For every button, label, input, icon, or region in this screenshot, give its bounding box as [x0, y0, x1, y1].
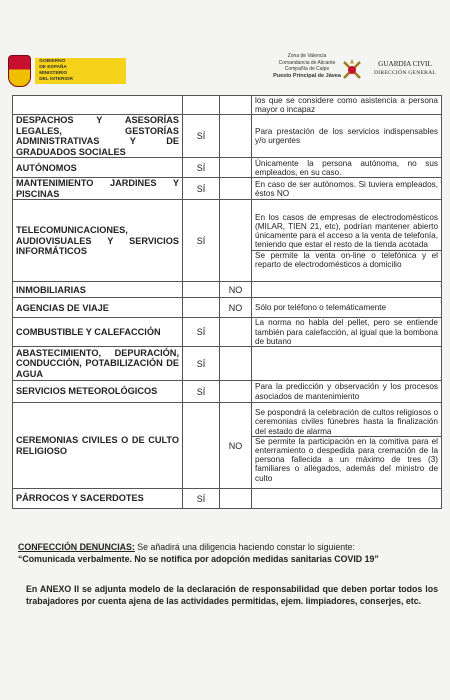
no-cell — [220, 347, 252, 381]
guardia-civil-title — [365, 60, 445, 78]
gobierno-band — [35, 58, 126, 84]
no-cell — [220, 96, 252, 115]
denuncias-text: Se añadirá una diligencia haciendo constar lo siguiente: — [134, 542, 355, 552]
si-cell: SÍ — [183, 318, 220, 347]
table-row — [13, 178, 442, 200]
activities-table — [12, 95, 442, 509]
table-row — [13, 158, 442, 178]
zona-line: Comandancia de Alicante — [278, 59, 336, 66]
si-cell — [183, 403, 220, 489]
denuncias-label: CONFECCIÓN DENUNCIAS: — [18, 542, 135, 552]
no-cell — [220, 318, 252, 347]
coat-of-arms-icon — [8, 55, 31, 87]
table-row — [13, 381, 442, 403]
activity-cell: AGENCIAS DE VIAJE — [13, 298, 183, 318]
si-cell — [183, 282, 220, 298]
observation-text: Se permite la venta on-line o telefónica y el reparto de electrodomésticos a domicilio — [255, 250, 438, 269]
document-header — [0, 46, 450, 98]
no-cell: NO — [220, 282, 252, 298]
activity-cell: DESPACHOS Y ASESORÍAS LEGALES, GESTORÍAS ADMINISTRATIVAS Y DE GRADUADOS SOCIALES — [13, 115, 183, 158]
observations-cell — [252, 403, 442, 489]
observations-cell — [252, 347, 442, 381]
no-cell — [220, 200, 252, 282]
table-row — [13, 96, 442, 115]
activity-cell: SERVICIOS METEOROLÓGICOS — [13, 381, 183, 403]
si-cell: SÍ — [183, 200, 220, 282]
observations-cell — [252, 318, 442, 347]
activity-cell: PÁRROCOS Y SACERDOTES — [13, 489, 183, 509]
zona-line: Compañía de Calpe — [284, 66, 330, 72]
si-cell: SÍ — [183, 381, 220, 403]
si-cell: SÍ — [183, 158, 220, 178]
observations-cell — [252, 381, 442, 403]
si-cell — [183, 96, 220, 115]
activity-cell: ABASTECIMIENTO, DEPURACIÓN, CONDUCCIÓN, POTABILIZACIÓN DE AGUA — [13, 347, 183, 381]
no-cell — [220, 178, 252, 200]
no-cell: NO — [220, 298, 252, 318]
gov-line: DE ESPAÑA — [39, 65, 67, 70]
activity-cell — [13, 96, 183, 115]
table-row — [13, 115, 442, 158]
zona-block — [262, 53, 352, 79]
observation-text: Sólo por teléfono o telemáticamente — [255, 303, 387, 313]
observation-text: los que se considere como asistencia a persona mayor o incapaz — [255, 96, 438, 115]
observation-text: En caso de ser autónomos. Si tuviera empleados, éstos NO — [255, 179, 438, 198]
table-row — [13, 200, 442, 282]
table-row — [13, 318, 442, 347]
gobierno-logo — [8, 54, 126, 88]
no-cell — [220, 158, 252, 178]
observations-cell — [252, 96, 442, 115]
activity-cell: CEREMONIAS CIVILES O DE CULTO RELIGIOSO — [13, 403, 183, 489]
table-row — [13, 489, 442, 509]
activity-cell: COMBUSTIBLE Y CALEFACCIÓN — [13, 318, 183, 347]
observations-cell — [252, 178, 442, 200]
observation-text: Se pospondrá la celebración de cultos religiosos o ceremonias civiles fúnebres hasta la finalización del estado de alarma — [252, 408, 441, 437]
si-cell: SÍ — [183, 489, 220, 509]
si-cell: SÍ — [183, 115, 220, 158]
observations-cell — [252, 282, 442, 298]
no-cell: NO — [220, 403, 252, 489]
gov-line: GOBIERNO — [39, 59, 66, 64]
denuncias-paragraph — [18, 541, 438, 565]
table-row — [13, 403, 442, 489]
observations-cell — [252, 298, 442, 318]
anexo-paragraph: En ANEXO II se adjunta modelo de la declaración de responsabilidad que deben portar todos los trabajadores por cuenta ajena de las actividades permitidas, ejem. limpiadores, conserjes, etc. — [26, 584, 438, 606]
activity-cell: TELECOMUNICACIONES, AUDIOVISUALES Y SERVICIOS INFORMÁTICOS — [13, 200, 183, 282]
gov-line: MINISTERIO — [39, 71, 68, 76]
observation-text: La norma no habla del pellet, pero se entiende también para calefacción, al igual que la bombona de butano — [255, 318, 438, 346]
no-cell — [220, 489, 252, 509]
observations-cell — [252, 200, 442, 282]
table-row — [13, 347, 442, 381]
gc-title-text: GUARDIA CIVIL — [378, 60, 432, 68]
si-cell: SÍ — [183, 347, 220, 381]
observation-text: Para la predicción y observación y los procesos asociados de mantenimiento — [255, 382, 438, 401]
table-row — [13, 298, 442, 318]
activity-cell: MANTENIMIENTO JARDINES Y PISCINAS — [13, 178, 183, 200]
no-cell — [220, 115, 252, 158]
denuncias-quote: “Comunicada verbalmente. No se notifica por adopción medidas sanitarias COVID 19” — [18, 554, 379, 564]
guardia-civil-emblem-icon — [340, 58, 364, 82]
zona-line: Puesto Principal de Jávea — [273, 72, 341, 79]
observation-text: Se permite la participación en la comitiva para el enterramiento o despedida para cremación de la persona fallecida a un máximo de tres (3) familiares o allegados, además del ministro de culto — [255, 436, 438, 483]
observations-cell — [252, 489, 442, 509]
observations-cell — [252, 158, 442, 178]
no-cell — [220, 381, 252, 403]
activity-cell: AUTÓNOMOS — [13, 158, 183, 178]
gc-subtitle: DIRECCIÓN GENERAL — [373, 70, 437, 76]
observation-text: Para prestación de los servicios indispensables y/o urgentes — [255, 127, 438, 146]
si-cell — [183, 298, 220, 318]
zona-line: Zona de Valencia — [287, 53, 327, 59]
observations-cell — [252, 115, 442, 158]
table-row — [13, 282, 442, 298]
si-cell: SÍ — [183, 178, 220, 200]
activity-cell: INMOBILIARIAS — [13, 282, 183, 298]
gov-line: DEL INTERIOR — [39, 77, 73, 82]
observation-text: En los casos de empresas de electrodomésticos (MILAR, TIEN 21, etc), podrían mantener abierto únicamente para el acceso a la venta de telefonía, teniendo que estar el resto de la tienda acotada — [252, 213, 441, 251]
observation-text: Únicamente la persona autónoma, no sus empleados, en su caso. — [255, 158, 438, 177]
